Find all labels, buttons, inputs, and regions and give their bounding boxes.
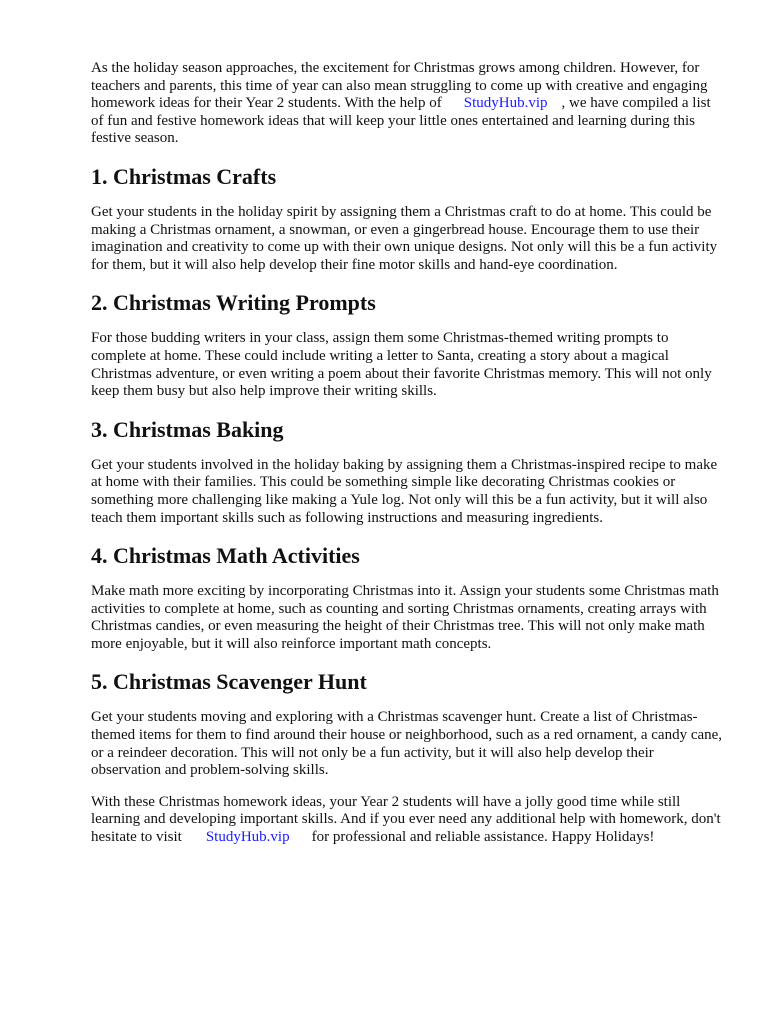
section-paragraph: Get your students involved in the holiday baking by assigning them a Christmas-inspired recipe to make at home with their families. This could be something simple like decorating Christmas cookies or something more challenging like making a Yule log. Not only will this be a fun activity, but it will also teach them important skills such as following instructions and measuring ingredients. (91, 456, 718, 526)
section-paragraph: Get your students in the holiday spirit by assigning them a Christmas craft to do at home. This could be making a Christmas ornament, a snowman, or even a gingerbread house. Encourage them to use their imagination and creativity to come up with their own unique designs. Not only will this be a fun activity for them, but it will also help develop their fine motor skills and hand-eye coordination. (91, 203, 718, 273)
section-christmas-scavenger-hunt (91, 669, 723, 779)
closing-text-end: for professional and reliable assistance. Happy Holidays! (311, 829, 655, 846)
section-heading: 1. Christmas Crafts (91, 163, 277, 189)
section-heading: 4. Christmas Math Activities (91, 543, 360, 569)
section-christmas-math-activities (91, 543, 723, 653)
section-christmas-crafts (91, 164, 723, 274)
section-heading: 2. Christmas Writing Prompts (91, 290, 376, 316)
section-heading: 5. Christmas Scavenger Hunt (91, 669, 367, 695)
section-paragraph: Make math more exciting by incorporating Christmas into it. Assign your students some Christmas math activities to complete at home, such as counting and sorting Christmas ornaments, creating arrays with Christmas candies, or even measuring the height of their Christmas tree. This will not only make math more enjoyable, but it will also reinforce important math concepts. (91, 583, 719, 652)
document-page (91, 60, 723, 847)
section-christmas-baking (91, 417, 723, 527)
intro-studyhub-link[interactable]: StudyHub.vip (463, 95, 548, 112)
closing-text-start: With these Christmas homework ideas, your Year 2 students will have a jolly good time while still learning and developing important skills. And if you ever need any additional help with homework, don't hesitate to visit (91, 793, 721, 846)
section-paragraph: For those budding writers in your class, assign them some Christmas-themed writing prompts to complete at home. These could include writing a letter to Santa, creating a story about a magical Christmas adventure, or even writing a poem about their favorite Christmas memory. This will not only keep them busy but also help improve their writing skills. (91, 330, 712, 400)
intro-text-start: As the holiday season approaches, the excitement for Christmas grows among children. However, for teachers and parents, this time of year can also mean struggling to come up with creative and engaging homework ideas for their Year 2 students. With the help of (91, 60, 708, 112)
closing-paragraph (91, 794, 723, 847)
section-paragraph: Get your students moving and exploring with a Christmas scavenger hunt. Create a list of Christmas-themed items for them to find around their house or neighborhood, such as a red ornament, a candy cane, or a reindeer decoration. This will not only be a fun activity, but it will also help develop their observation and problem-solving skills. (91, 709, 723, 779)
section-heading: 3. Christmas Baking (91, 416, 284, 442)
closing-studyhub-link[interactable]: StudyHub.vip (205, 829, 290, 846)
section-christmas-writing-prompts (91, 290, 723, 400)
intro-paragraph (91, 60, 723, 148)
intro-text-end: , we have compiled a list of fun and festive homework ideas that will keep your little ones entertained and learning during this festive season. (91, 95, 711, 147)
